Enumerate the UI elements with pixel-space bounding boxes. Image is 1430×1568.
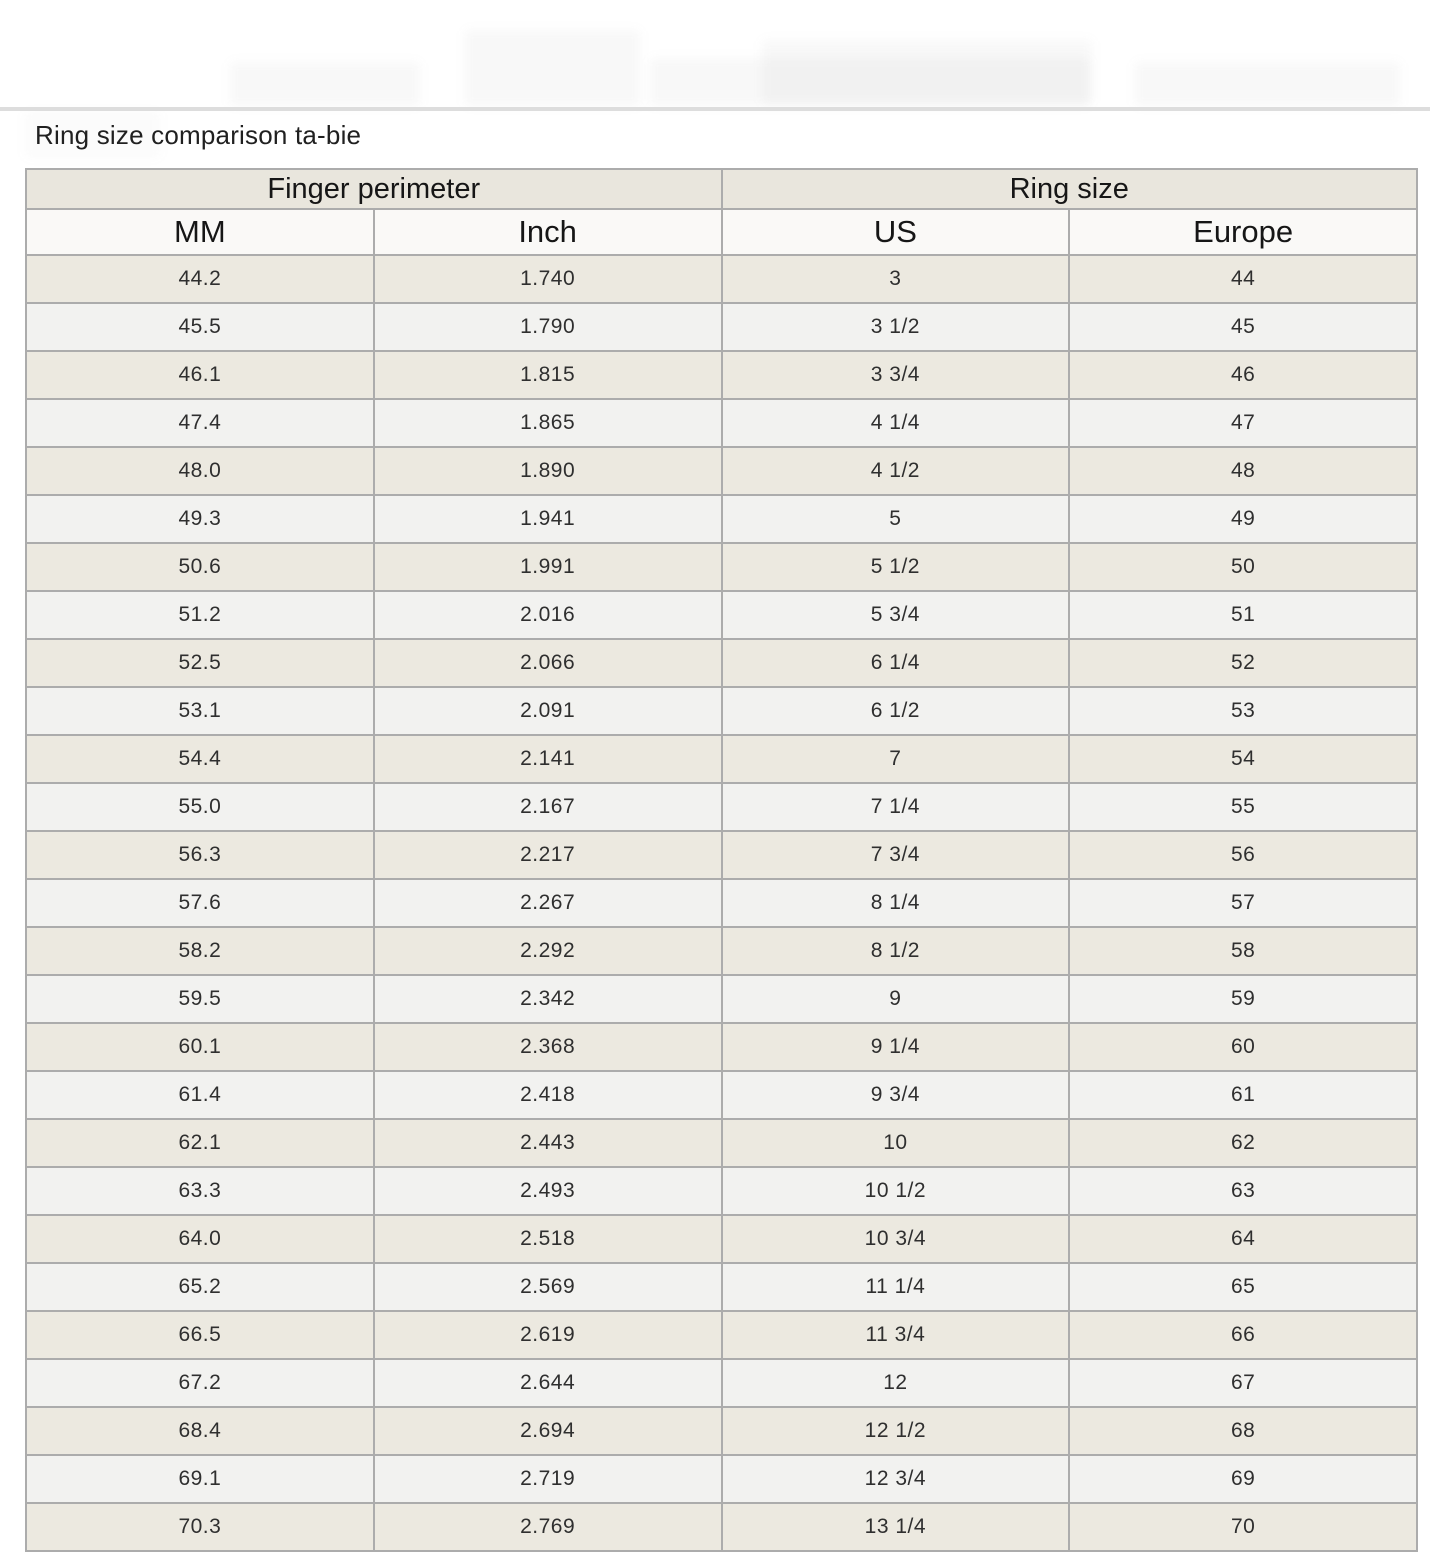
table-cell: 10 1/2 xyxy=(722,1167,1070,1215)
table-cell: 63.3 xyxy=(26,1167,374,1215)
table-row xyxy=(26,975,1417,1023)
table-cell: 1.815 xyxy=(374,351,722,399)
table-cell: 3 3/4 xyxy=(722,351,1070,399)
table-cell: 68.4 xyxy=(26,1407,374,1455)
table-row xyxy=(26,879,1417,927)
group-header-ring-size: Ring size xyxy=(722,169,1418,209)
section-divider xyxy=(0,107,1430,111)
table-cell: 2.217 xyxy=(374,831,722,879)
table-cell: 67 xyxy=(1069,1359,1417,1407)
table-cell: 3 xyxy=(722,255,1070,303)
table-cell: 51.2 xyxy=(26,591,374,639)
table-cell: 54.4 xyxy=(26,735,374,783)
table-cell: 3 1/2 xyxy=(722,303,1070,351)
table-row xyxy=(26,1119,1417,1167)
table-cell: 2.443 xyxy=(374,1119,722,1167)
table-cell: 2.267 xyxy=(374,879,722,927)
ghost-blob xyxy=(465,30,640,106)
column-header-europe: Europe xyxy=(1069,209,1417,255)
table-row xyxy=(26,1023,1417,1071)
table-cell: 10 xyxy=(722,1119,1070,1167)
table-cell: 55.0 xyxy=(26,783,374,831)
table-cell: 61 xyxy=(1069,1071,1417,1119)
table-cell: 10 3/4 xyxy=(722,1215,1070,1263)
ghost-blob xyxy=(230,62,420,106)
table-cell: 13 1/4 xyxy=(722,1503,1070,1551)
table-cell: 9 1/4 xyxy=(722,1023,1070,1071)
table-cell: 69 xyxy=(1069,1455,1417,1503)
table-cell: 57 xyxy=(1069,879,1417,927)
table-row xyxy=(26,687,1417,735)
table-cell: 62.1 xyxy=(26,1119,374,1167)
table-cell: 2.292 xyxy=(374,927,722,975)
table-cell: 45.5 xyxy=(26,303,374,351)
table-cell: 5 1/2 xyxy=(722,543,1070,591)
table-row xyxy=(26,1215,1417,1263)
table-cell: 56.3 xyxy=(26,831,374,879)
table-cell: 61.4 xyxy=(26,1071,374,1119)
table-cell: 2.016 xyxy=(374,591,722,639)
table-cell: 53.1 xyxy=(26,687,374,735)
table-row xyxy=(26,255,1417,303)
table-cell: 1.740 xyxy=(374,255,722,303)
table-cell: 49 xyxy=(1069,495,1417,543)
table-row xyxy=(26,303,1417,351)
table-cell: 2.141 xyxy=(374,735,722,783)
page-title: Ring size comparison ta-bie xyxy=(35,120,362,150)
column-header-row xyxy=(26,209,1417,255)
table-row xyxy=(26,591,1417,639)
table-cell: 57.6 xyxy=(26,879,374,927)
table-row xyxy=(26,1503,1417,1551)
table-body xyxy=(26,255,1417,1551)
table-header xyxy=(26,169,1417,255)
table-cell: 59.5 xyxy=(26,975,374,1023)
table-cell: 47.4 xyxy=(26,399,374,447)
table-cell: 64.0 xyxy=(26,1215,374,1263)
table-cell: 5 3/4 xyxy=(722,591,1070,639)
group-header-finger-perimeter: Finger perimeter xyxy=(26,169,722,209)
table-cell: 64 xyxy=(1069,1215,1417,1263)
table-cell: 12 1/2 xyxy=(722,1407,1070,1455)
table-cell: 52.5 xyxy=(26,639,374,687)
table-cell: 2.518 xyxy=(374,1215,722,1263)
table-cell: 67.2 xyxy=(26,1359,374,1407)
table-cell: 9 xyxy=(722,975,1070,1023)
table-cell: 60 xyxy=(1069,1023,1417,1071)
ring-size-table xyxy=(25,168,1418,1552)
table-cell: 9 3/4 xyxy=(722,1071,1070,1119)
table-cell: 7 xyxy=(722,735,1070,783)
table-row xyxy=(26,927,1417,975)
table-cell: 2.368 xyxy=(374,1023,722,1071)
table-row xyxy=(26,783,1417,831)
table-cell: 46.1 xyxy=(26,351,374,399)
table-cell: 60.1 xyxy=(26,1023,374,1071)
table-cell: 50.6 xyxy=(26,543,374,591)
table-cell: 68 xyxy=(1069,1407,1417,1455)
table-cell: 55 xyxy=(1069,783,1417,831)
table-cell: 11 1/4 xyxy=(722,1263,1070,1311)
table-row xyxy=(26,1359,1417,1407)
table-cell: 44.2 xyxy=(26,255,374,303)
table-cell: 59 xyxy=(1069,975,1417,1023)
table-cell: 65 xyxy=(1069,1263,1417,1311)
table-cell: 62 xyxy=(1069,1119,1417,1167)
table-cell: 7 3/4 xyxy=(722,831,1070,879)
table-row xyxy=(26,399,1417,447)
table-cell: 58 xyxy=(1069,927,1417,975)
table-cell: 69.1 xyxy=(26,1455,374,1503)
table-cell: 46 xyxy=(1069,351,1417,399)
table-cell: 1.865 xyxy=(374,399,722,447)
table-cell: 53 xyxy=(1069,687,1417,735)
column-header-mm: MM xyxy=(26,209,374,255)
table-cell: 2.694 xyxy=(374,1407,722,1455)
table-row xyxy=(26,447,1417,495)
table-cell: 65.2 xyxy=(26,1263,374,1311)
table-row xyxy=(26,1311,1417,1359)
table-cell: 2.418 xyxy=(374,1071,722,1119)
table-cell: 52 xyxy=(1069,639,1417,687)
table-cell: 2.493 xyxy=(374,1167,722,1215)
table-cell: 50 xyxy=(1069,543,1417,591)
table-row xyxy=(26,495,1417,543)
ghost-blob xyxy=(762,40,1092,104)
table-row xyxy=(26,543,1417,591)
table-cell: 8 1/2 xyxy=(722,927,1070,975)
table-cell: 2.619 xyxy=(374,1311,722,1359)
group-header-row xyxy=(26,169,1417,209)
table-row xyxy=(26,831,1417,879)
table-cell: 2.342 xyxy=(374,975,722,1023)
blurred-photo-remnant xyxy=(0,0,1430,107)
table-cell: 49.3 xyxy=(26,495,374,543)
table-row xyxy=(26,1167,1417,1215)
table-cell: 6 1/4 xyxy=(722,639,1070,687)
table-cell: 11 3/4 xyxy=(722,1311,1070,1359)
table-row xyxy=(26,639,1417,687)
ghost-blob xyxy=(1135,62,1400,106)
table-cell: 66.5 xyxy=(26,1311,374,1359)
table-cell: 48.0 xyxy=(26,447,374,495)
table-cell: 6 1/2 xyxy=(722,687,1070,735)
table-row xyxy=(26,351,1417,399)
table-cell: 2.091 xyxy=(374,687,722,735)
table-row xyxy=(26,1455,1417,1503)
table-cell: 70 xyxy=(1069,1503,1417,1551)
table-cell: 1.890 xyxy=(374,447,722,495)
table-row xyxy=(26,1263,1417,1311)
table-cell: 1.991 xyxy=(374,543,722,591)
table-row xyxy=(26,735,1417,783)
table-cell: 70.3 xyxy=(26,1503,374,1551)
table-cell: 48 xyxy=(1069,447,1417,495)
table-cell: 45 xyxy=(1069,303,1417,351)
table-cell: 2.719 xyxy=(374,1455,722,1503)
table-cell: 54 xyxy=(1069,735,1417,783)
table-row xyxy=(26,1407,1417,1455)
table-cell: 44 xyxy=(1069,255,1417,303)
table-cell: 2.569 xyxy=(374,1263,722,1311)
table-row xyxy=(26,1071,1417,1119)
table-cell: 56 xyxy=(1069,831,1417,879)
table-cell: 5 xyxy=(722,495,1070,543)
table-cell: 58.2 xyxy=(26,927,374,975)
table-cell: 4 1/2 xyxy=(722,447,1070,495)
table-cell: 2.644 xyxy=(374,1359,722,1407)
table-cell: 12 3/4 xyxy=(722,1455,1070,1503)
table-cell: 66 xyxy=(1069,1311,1417,1359)
table-cell: 47 xyxy=(1069,399,1417,447)
table-cell: 1.941 xyxy=(374,495,722,543)
table-cell: 12 xyxy=(722,1359,1070,1407)
table-cell: 63 xyxy=(1069,1167,1417,1215)
table-cell: 2.066 xyxy=(374,639,722,687)
table-cell: 4 1/4 xyxy=(722,399,1070,447)
table-cell: 51 xyxy=(1069,591,1417,639)
column-header-inch: Inch xyxy=(374,209,722,255)
table-cell: 2.167 xyxy=(374,783,722,831)
column-header-us: US xyxy=(722,209,1070,255)
table-cell: 1.790 xyxy=(374,303,722,351)
table-cell: 8 1/4 xyxy=(722,879,1070,927)
table-cell: 2.769 xyxy=(374,1503,722,1551)
table-cell: 7 1/4 xyxy=(722,783,1070,831)
